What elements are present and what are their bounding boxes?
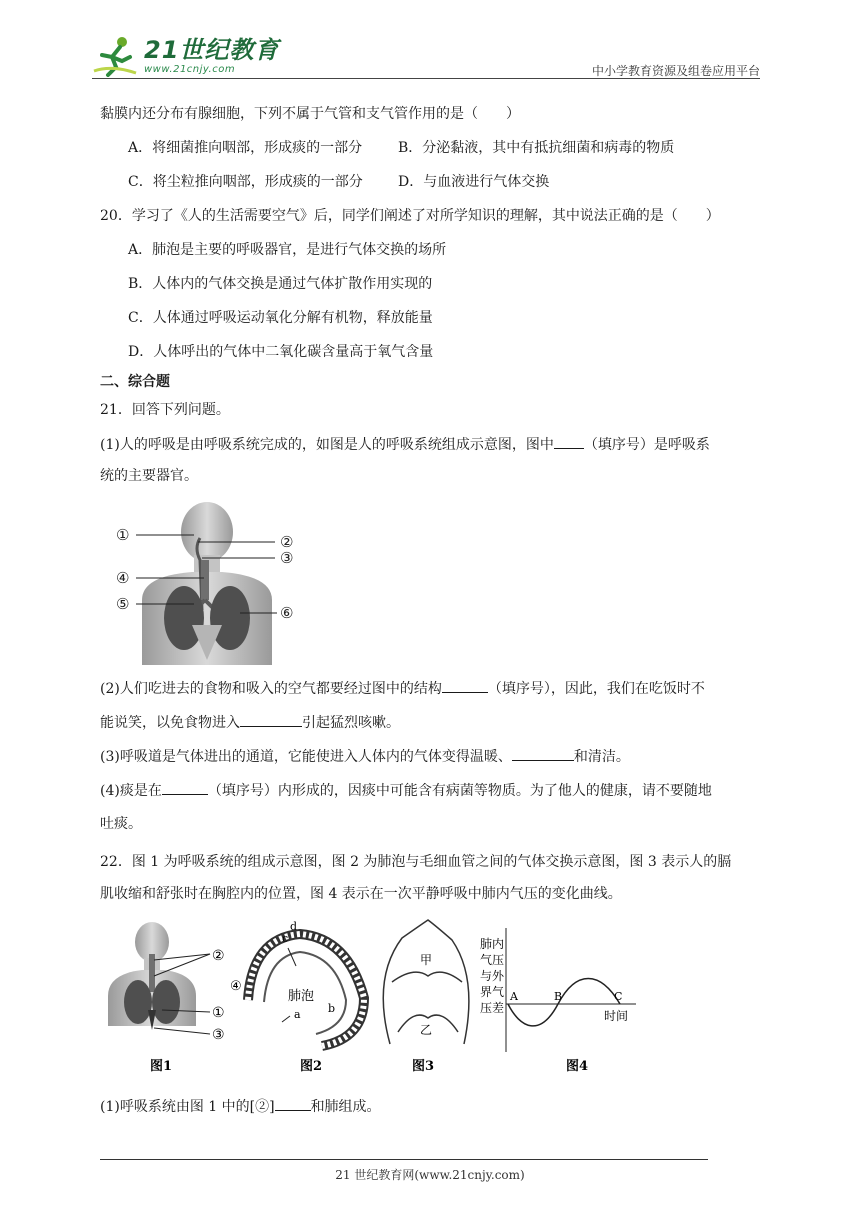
logo-url: www.21cnjy.com [144, 63, 236, 75]
q22-part1-text-b: 和肺组成。 [310, 1099, 381, 1115]
fig2-label-b: b [328, 1002, 336, 1015]
q22-stem-line2: 肌收缩和舒张时在胸腔内的位置，图 4 表示在一次平静呼吸中肺内气压的变化曲线。 [100, 886, 622, 902]
q22-part1-blank[interactable] [275, 1096, 311, 1111]
q21-respiratory-figure [112, 500, 312, 665]
fig2-label-c: c [282, 932, 289, 945]
q21-part4-text-b: （填序号）内形成的，因痰中可能含有病菌等物质。为了他人的健康，请不要随地 [207, 783, 712, 799]
q21-part2-line1 [100, 678, 705, 699]
header-divider [92, 78, 760, 79]
q21-part2-line2 [100, 712, 400, 733]
fig4-pressure-chart [480, 928, 636, 1074]
fig4-ylabel-5: 压差 [480, 1001, 505, 1015]
fig4-ylabel-1: 肺内 [480, 937, 505, 951]
q21-part4-line1 [100, 780, 712, 801]
q20-option-d: D．人体呼出的气体中二氧化碳含量高于氧气含量 [128, 344, 434, 360]
fig2-caption: 图2 [300, 1059, 323, 1074]
header-platform-text: 中小学教育资源及组卷应用平台 [591, 64, 760, 78]
q21-part4-line2: 吐痰。 [100, 816, 142, 832]
q21-label-4: ④ [116, 569, 130, 587]
q21-part4-blank[interactable] [162, 780, 208, 795]
fig1-label-3: ③ [212, 1027, 225, 1043]
fig4-caption: 图4 [566, 1059, 589, 1074]
page-header [92, 28, 760, 80]
runner-logo-icon [92, 35, 138, 77]
q21-part2-text-a: (2)人们吃进去的食物和吸入的空气都要经过图中的结构 [100, 681, 442, 697]
q19-option-a: A．将细菌推向咽部，形成痰的一部分 [128, 140, 363, 156]
fig2-label-4: ④ [230, 979, 242, 994]
q20-stem: 20．学习了《人的生活需要空气》后，同学们阐述了对所学知识的理解，其中说法正确的是（ ） [100, 208, 720, 224]
q21-part2-blank2[interactable] [240, 712, 302, 727]
fig4-point-a: A [510, 990, 518, 1003]
q21-label-1: ① [116, 526, 130, 544]
fig1-label-2: ② [212, 948, 225, 964]
q19-option-c: C．将尘粒推向咽部，形成痰的一部分 [128, 174, 363, 190]
q20-option-b: B．人体内的气体交换是通过气体扩散作用实现的 [128, 276, 433, 292]
q21-label-2: ② [280, 533, 294, 551]
q20-option-a: A．肺泡是主要的呼吸器官，是进行气体交换的场所 [128, 242, 447, 258]
q21-label-6: ⑥ [280, 604, 294, 622]
logo-title: 21世纪教育 [144, 35, 280, 64]
q21-part3-text-b: 和清洁。 [573, 749, 630, 765]
q20-option-c: C．人体通过呼吸运动氧化分解有机物，释放能量 [128, 310, 433, 326]
fig1-caption: 图1 [150, 1059, 173, 1074]
fig4-point-b: B [554, 990, 563, 1003]
q22-stem-line1: 22．图 1 为呼吸系统的组成示意图，图 2 为肺泡与毛细血管之间的气体交换示意图，图 3 表示人的膈 [100, 854, 732, 870]
q22-figures [102, 918, 642, 1080]
q21-part1-text-a: (1)人的呼吸是由呼吸系统完成的，如图是人的呼吸系统组成示意图，图中 [100, 437, 554, 453]
fig4-ylabel-3: 与外 [480, 969, 505, 983]
footer-text: 21 世纪教育网(www.21cnjy.com) [335, 1168, 525, 1182]
q21-part1-line1 [100, 434, 710, 455]
q21-stem: 21．回答下列问题。 [100, 402, 230, 418]
q21-part2-text-b: （填序号），因此，我们在吃饭时不 [487, 681, 705, 697]
q21-part1-line2: 统的主要器官。 [100, 468, 198, 484]
footer-divider [100, 1159, 708, 1160]
fig4-xlabel: 时间 [604, 1009, 629, 1023]
q22-part1-text-a: (1)呼吸系统由图 1 中的[②] [100, 1099, 275, 1115]
fig3-diaphragm-diagram [383, 920, 469, 1074]
fig1-respiratory-diagram [108, 922, 225, 1074]
q19-option-b: B．分泌黏液，其中有抵抗细菌和病毒的物质 [398, 140, 675, 156]
fig3-label-jia: 甲 [420, 953, 433, 967]
q21-part4-text-a: (4)痰是在 [100, 783, 162, 799]
fig3-label-yi: 乙 [420, 1023, 433, 1037]
fig2-alveolus-label: 肺泡 [288, 989, 315, 1004]
logo [92, 34, 279, 78]
q19-option-d: D．与血液进行气体交换 [398, 174, 550, 190]
q21-label-3: ③ [280, 549, 294, 567]
respiratory-system-diagram [112, 500, 312, 665]
section-heading: 二、综合题 [100, 374, 170, 390]
fig4-ylabel-4: 界气 [480, 985, 505, 999]
fig2-label-d: d [290, 920, 298, 933]
q21-part1-text-b: （填序号）是呼吸系 [583, 437, 710, 453]
q21-part3-text-a: (3)呼吸道是气体进出的通道，它能使进入人体内的气体变得温暖、 [100, 749, 512, 765]
q19-stem: 黏膜内还分布有腺细胞，下列不属于气管和支气管作用的是（ ） [100, 106, 520, 122]
q21-label-5: ⑤ [116, 595, 130, 613]
fig4-point-c: C [614, 990, 623, 1003]
fig2-label-a: a [294, 1008, 301, 1021]
fig4-ylabel-2: 气压 [480, 953, 505, 967]
q22-figure-strip [102, 918, 642, 1080]
q21-part1-blank[interactable] [554, 434, 584, 449]
fig3-caption: 图3 [412, 1059, 435, 1074]
fig2-alveolus-diagram [230, 920, 364, 1074]
q21-part2-text-c: 能说笑，以免食物进入 [100, 715, 240, 731]
q21-part3 [100, 746, 630, 767]
q21-part2-blank1[interactable] [442, 678, 488, 693]
fig1-label-1: ① [212, 1005, 225, 1021]
q21-part3-blank[interactable] [512, 746, 574, 761]
q22-part1 [100, 1096, 381, 1117]
q21-part2-text-d: 引起猛烈咳嗽。 [302, 715, 400, 731]
